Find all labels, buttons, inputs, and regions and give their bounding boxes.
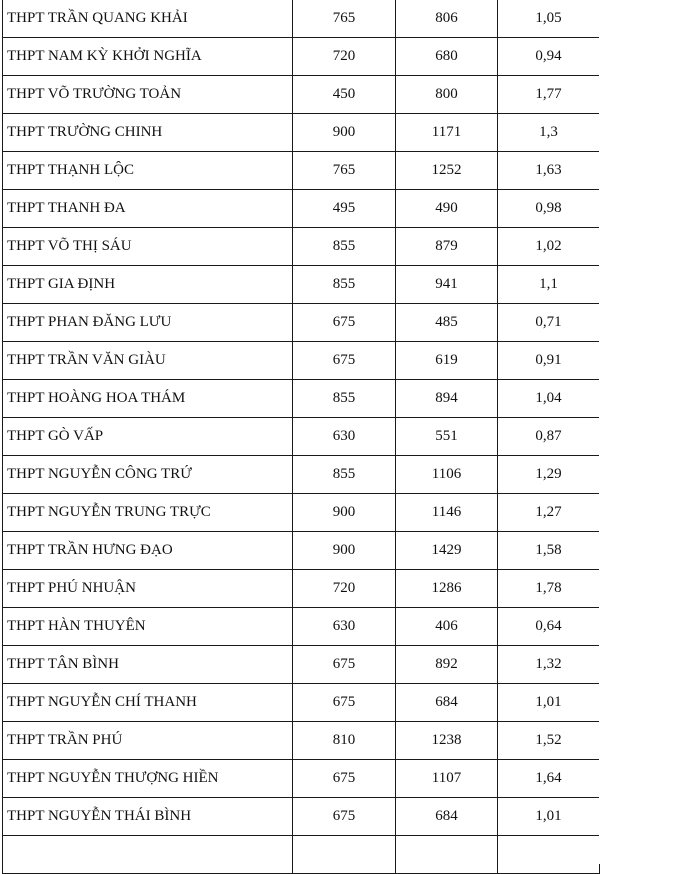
ratio-cell: 0,71 xyxy=(498,304,600,342)
table-row xyxy=(3,798,600,836)
quota-cell: 765 xyxy=(293,0,396,38)
school-name-cell: THPT VÕ TRƯỜNG TOẢN xyxy=(3,76,293,114)
table-row xyxy=(3,760,600,798)
school-name-cell: THPT GÒ VẤP xyxy=(3,418,293,456)
quota-cell: 675 xyxy=(293,342,396,380)
registered-cell: 680 xyxy=(396,38,498,76)
registered-cell: 806 xyxy=(396,0,498,38)
registered-cell: 1429 xyxy=(396,532,498,570)
quota-cell: 675 xyxy=(293,798,396,836)
blank-margin xyxy=(599,0,698,864)
ratio-cell: 1,58 xyxy=(498,532,600,570)
ratio-cell xyxy=(498,836,600,874)
table-row xyxy=(3,0,600,38)
registered-cell: 892 xyxy=(396,646,498,684)
quota-cell: 855 xyxy=(293,266,396,304)
quota-cell: 675 xyxy=(293,304,396,342)
school-name-cell: THPT TÂN BÌNH xyxy=(3,646,293,684)
school-name-cell: THPT TRẦN PHÚ xyxy=(3,722,293,760)
table-body xyxy=(3,0,600,874)
school-name-cell: THPT NGUYỄN THÁI BÌNH xyxy=(3,798,293,836)
ratio-cell: 1,32 xyxy=(498,646,600,684)
ratio-cell: 1,77 xyxy=(498,76,600,114)
school-name-cell: THPT NGUYỄN THƯỢNG HIỀN xyxy=(3,760,293,798)
ratio-cell: 1,02 xyxy=(498,228,600,266)
school-name-cell: THPT THẠNH LỘC xyxy=(3,152,293,190)
table-row xyxy=(3,532,600,570)
ratio-cell: 0,64 xyxy=(498,608,600,646)
table-row xyxy=(3,646,600,684)
quota-cell: 765 xyxy=(293,152,396,190)
registered-cell: 1238 xyxy=(396,722,498,760)
ratio-cell: 1,29 xyxy=(498,456,600,494)
school-name-cell: THPT HÀN THUYÊN xyxy=(3,608,293,646)
quota-cell: 495 xyxy=(293,190,396,228)
ratio-cell: 1,1 xyxy=(498,266,600,304)
school-name-cell: THPT NGUYỄN CHÍ THANH xyxy=(3,684,293,722)
quota-cell: 630 xyxy=(293,418,396,456)
registered-cell: 1171 xyxy=(396,114,498,152)
registered-cell: 1106 xyxy=(396,456,498,494)
school-name-cell: THPT THANH ĐA xyxy=(3,190,293,228)
quota-cell xyxy=(293,836,396,874)
table-row xyxy=(3,418,600,456)
table-row xyxy=(3,342,600,380)
quota-cell: 900 xyxy=(293,494,396,532)
quota-cell: 855 xyxy=(293,380,396,418)
admissions-table xyxy=(2,0,600,874)
registered-cell: 1107 xyxy=(396,760,498,798)
ratio-cell: 0,87 xyxy=(498,418,600,456)
table-row xyxy=(3,228,600,266)
ratio-cell: 1,27 xyxy=(498,494,600,532)
table-row xyxy=(3,114,600,152)
ratio-cell: 1,05 xyxy=(498,0,600,38)
ratio-cell: 1,3 xyxy=(498,114,600,152)
table-row xyxy=(3,190,600,228)
school-name-cell: THPT TRƯỜNG CHINH xyxy=(3,114,293,152)
quota-cell: 900 xyxy=(293,532,396,570)
school-name-cell: THPT GIA ĐỊNH xyxy=(3,266,293,304)
school-name-cell: THPT VÕ THỊ SÁU xyxy=(3,228,293,266)
table-row xyxy=(3,570,600,608)
quota-cell: 675 xyxy=(293,760,396,798)
table-row xyxy=(3,836,600,874)
table-row xyxy=(3,684,600,722)
ratio-cell: 1,64 xyxy=(498,760,600,798)
registered-cell: 490 xyxy=(396,190,498,228)
registered-cell: 1252 xyxy=(396,152,498,190)
table-row xyxy=(3,304,600,342)
quota-cell: 675 xyxy=(293,684,396,722)
ratio-cell: 0,98 xyxy=(498,190,600,228)
quota-cell: 720 xyxy=(293,38,396,76)
table-row xyxy=(3,608,600,646)
school-name-cell: THPT TRẦN HƯNG ĐẠO xyxy=(3,532,293,570)
table-row xyxy=(3,76,600,114)
registered-cell xyxy=(396,836,498,874)
ratio-cell: 1,78 xyxy=(498,570,600,608)
quota-cell: 630 xyxy=(293,608,396,646)
quota-cell: 855 xyxy=(293,456,396,494)
school-name-cell: THPT TRẦN VĂN GIÀU xyxy=(3,342,293,380)
registered-cell: 879 xyxy=(396,228,498,266)
quota-cell: 675 xyxy=(293,646,396,684)
quota-cell: 900 xyxy=(293,114,396,152)
registered-cell: 684 xyxy=(396,684,498,722)
registered-cell: 406 xyxy=(396,608,498,646)
quota-cell: 450 xyxy=(293,76,396,114)
school-name-cell: THPT NGUYỄN CÔNG TRỨ xyxy=(3,456,293,494)
registered-cell: 551 xyxy=(396,418,498,456)
school-name-cell: THPT PHAN ĐĂNG LƯU xyxy=(3,304,293,342)
table-row xyxy=(3,38,600,76)
registered-cell: 1146 xyxy=(396,494,498,532)
school-name-cell: THPT TRẦN QUANG KHẢI xyxy=(3,0,293,38)
registered-cell: 800 xyxy=(396,76,498,114)
ratio-cell: 0,91 xyxy=(498,342,600,380)
ratio-cell: 1,52 xyxy=(498,722,600,760)
table-row xyxy=(3,152,600,190)
registered-cell: 1286 xyxy=(396,570,498,608)
school-name-cell: THPT NGUYỄN TRUNG TRỰC xyxy=(3,494,293,532)
school-name-cell: THPT HOÀNG HOA THÁM xyxy=(3,380,293,418)
table-row xyxy=(3,494,600,532)
ratio-cell: 0,94 xyxy=(498,38,600,76)
school-name-cell: THPT PHÚ NHUẬN xyxy=(3,570,293,608)
registered-cell: 684 xyxy=(396,798,498,836)
school-name-cell: THPT NAM KỲ KHỞI NGHĨA xyxy=(3,38,293,76)
ratio-cell: 1,01 xyxy=(498,684,600,722)
table-row xyxy=(3,456,600,494)
registered-cell: 941 xyxy=(396,266,498,304)
quota-cell: 720 xyxy=(293,570,396,608)
table-row xyxy=(3,266,600,304)
quota-cell: 810 xyxy=(293,722,396,760)
ratio-cell: 1,01 xyxy=(498,798,600,836)
registered-cell: 619 xyxy=(396,342,498,380)
ratio-cell: 1,04 xyxy=(498,380,600,418)
school-name-cell xyxy=(3,836,293,874)
ratio-cell: 1,63 xyxy=(498,152,600,190)
table-row xyxy=(3,722,600,760)
registered-cell: 485 xyxy=(396,304,498,342)
table-row xyxy=(3,380,600,418)
quota-cell: 855 xyxy=(293,228,396,266)
registered-cell: 894 xyxy=(396,380,498,418)
